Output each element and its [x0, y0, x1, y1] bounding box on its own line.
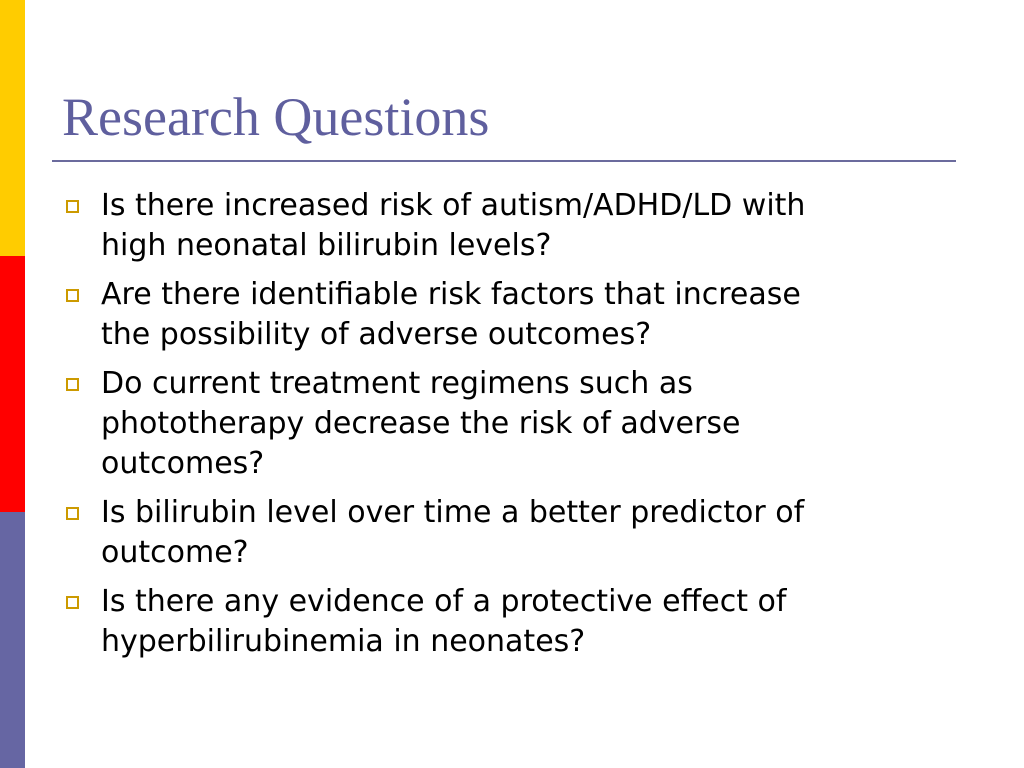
hollow-square-bullet-icon: [66, 200, 79, 213]
bullet-list: [62, 186, 962, 671]
bullet-item: [62, 275, 962, 355]
accent-bar-purple: [0, 512, 25, 768]
slide-title: Research Questions: [62, 87, 490, 147]
bullet-text: Is there increased risk of autism/ADHD/LD with high neonatal bilirubin levels?: [101, 188, 806, 263]
bullet-text: Is bilirubin level over time a better predictor of outcome?: [101, 495, 805, 570]
title-divider: [52, 160, 956, 162]
bullet-item: [62, 582, 962, 662]
accent-bar: [0, 0, 25, 768]
accent-bar-yellow: [0, 0, 25, 256]
bullet-text: Is there any evidence of a protective effect of hyperbilirubinemia in neonates?: [101, 584, 787, 659]
hollow-square-bullet-icon: [66, 596, 79, 609]
bullet-text: Do current treatment regimens such as phototherapy decrease the risk of adverse outcomes?: [101, 366, 741, 481]
bullet-item: [62, 364, 962, 484]
bullet-text: Are there identifiable risk factors that increase the possibility of adverse outcomes?: [101, 277, 801, 352]
hollow-square-bullet-icon: [66, 507, 79, 520]
bullet-item: [62, 493, 962, 573]
hollow-square-bullet-icon: [66, 378, 79, 391]
hollow-square-bullet-icon: [66, 289, 79, 302]
accent-bar-red: [0, 256, 25, 512]
bullet-item: [62, 186, 962, 266]
